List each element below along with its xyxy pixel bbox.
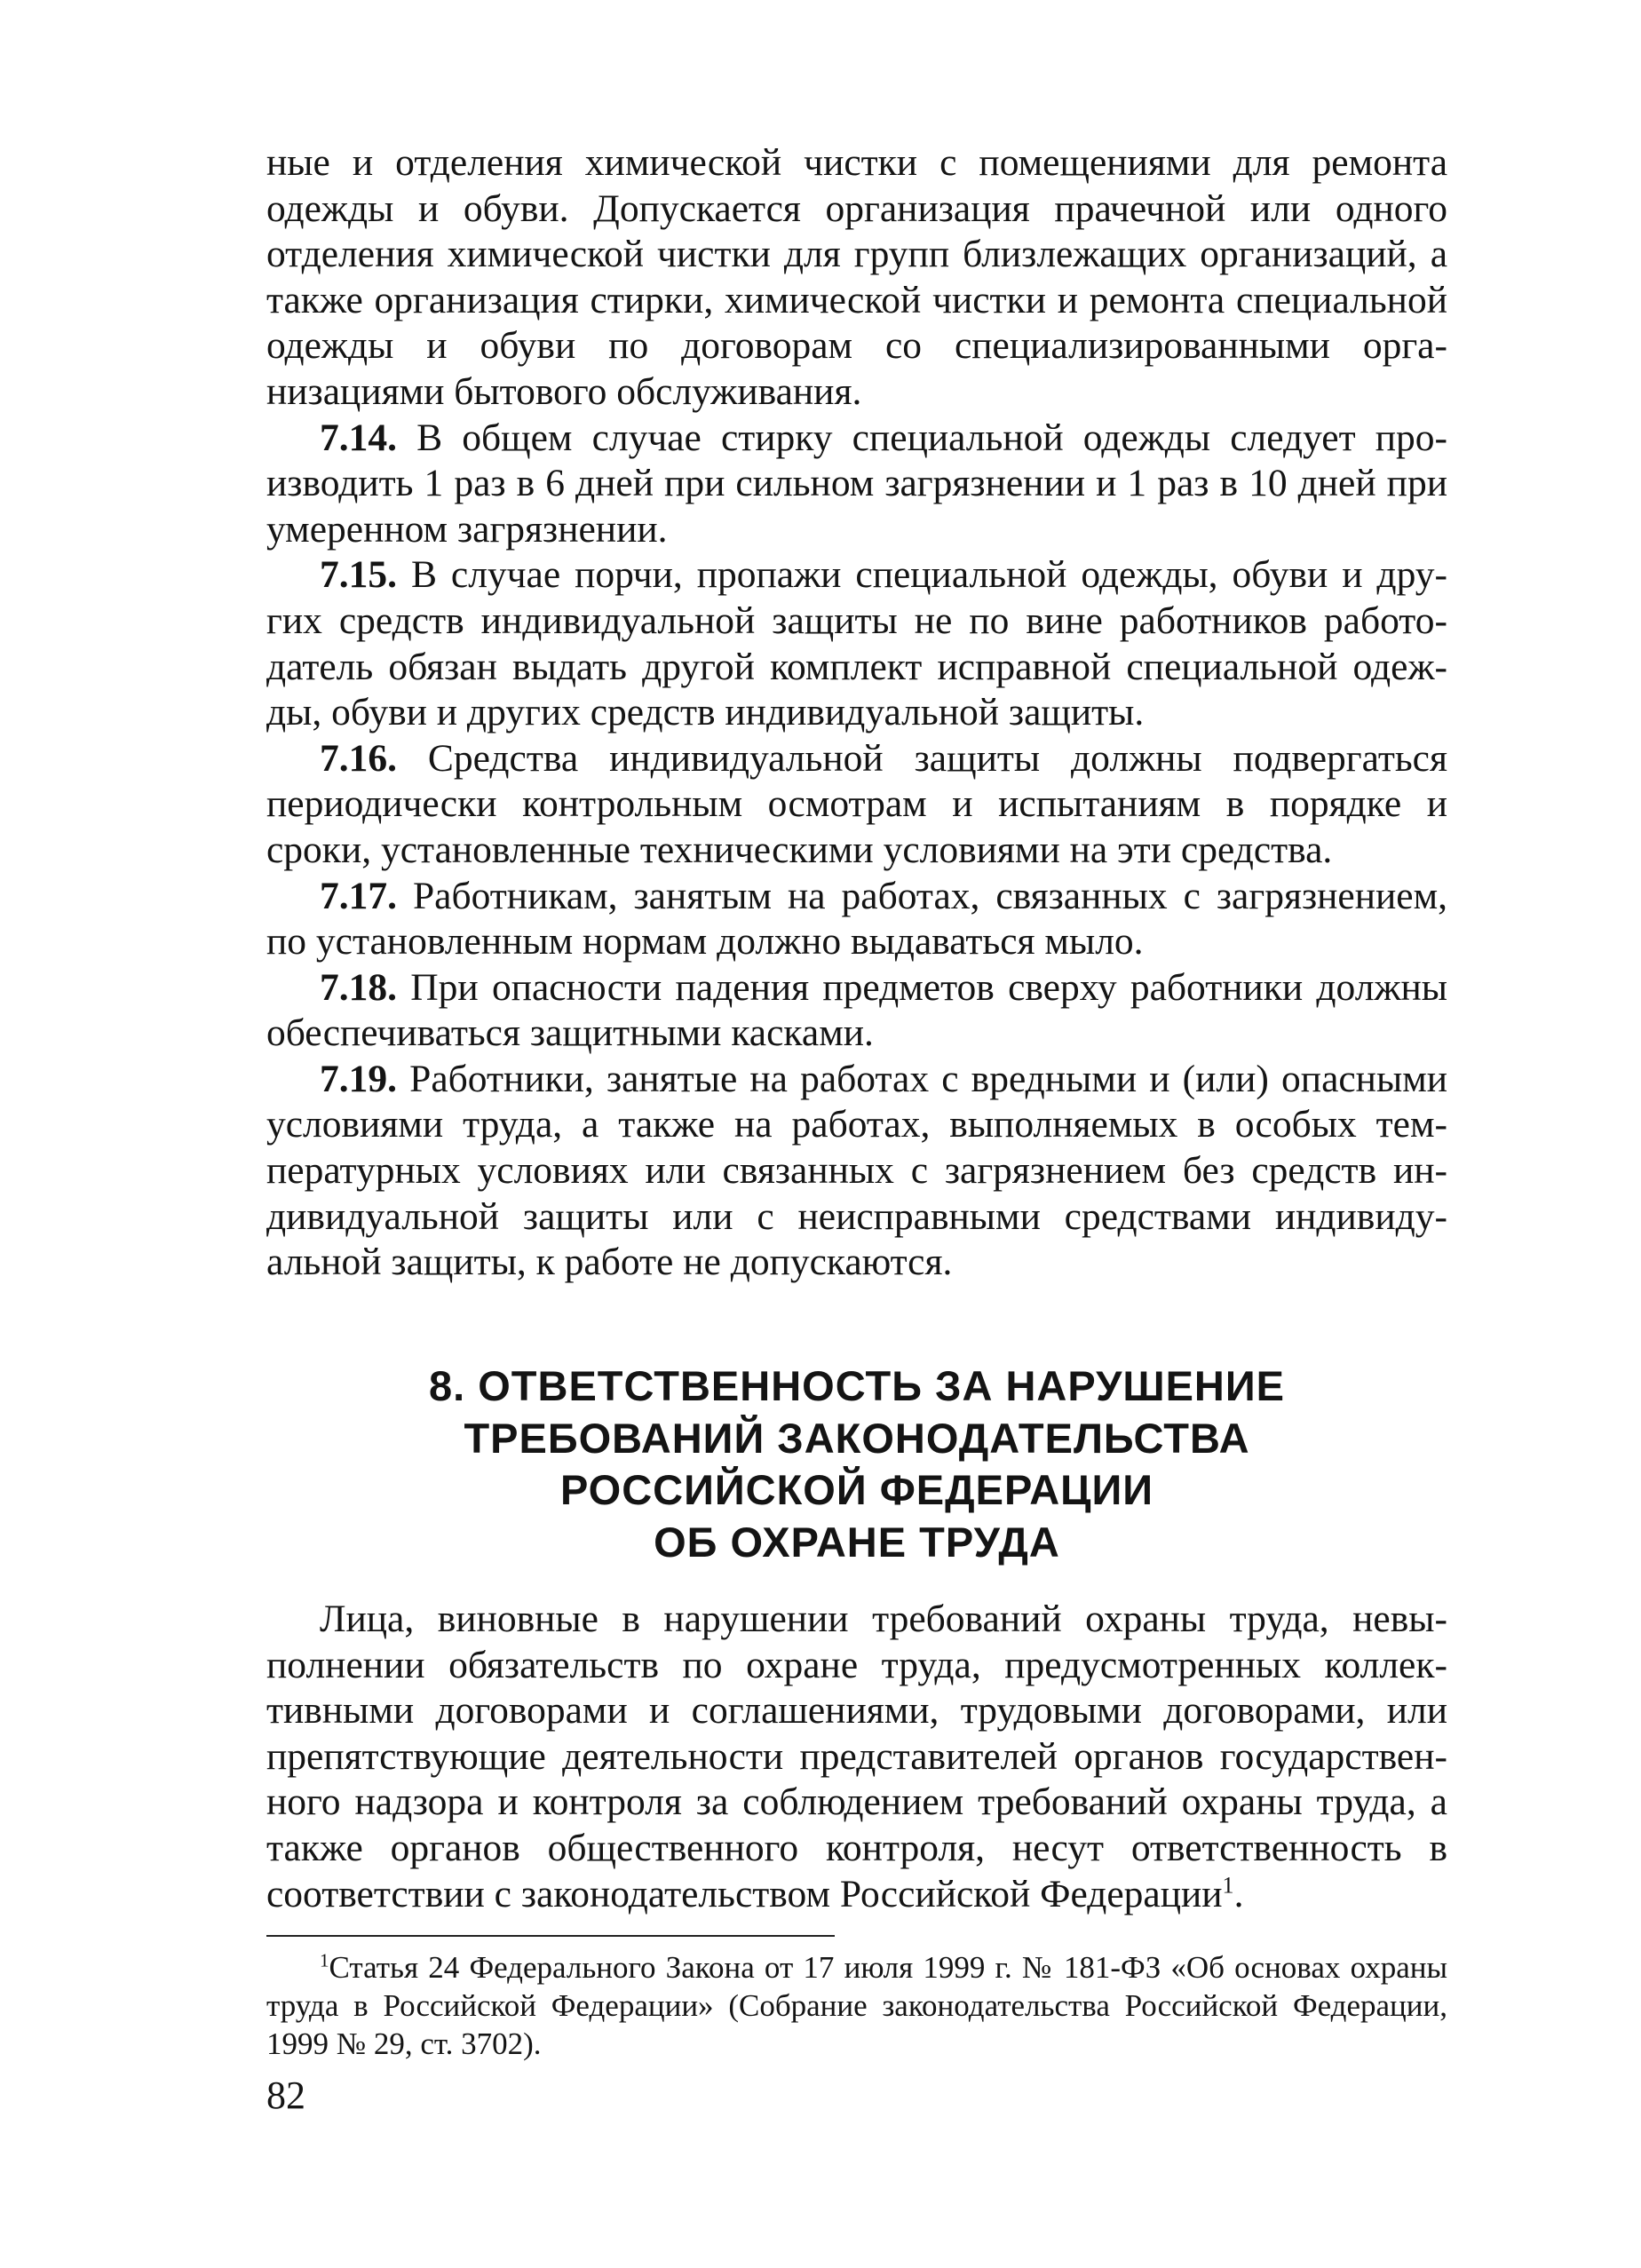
section-body [266,1597,1447,1917]
clause-number: 7.16. [320,736,397,780]
page-number: 82 [266,2074,305,2117]
clause-number: 7.15. [320,553,397,597]
section-paragraph-end: . [1233,1872,1244,1915]
clause-text: В случае порчи, пропажи специальной одежды, обуви и других средств индивидуальной защиты не по вине работников работодатель обязан выдать другой комплект исправной специальной одежды, обуви и других средств индивидуальной защиты. [266,553,1447,734]
footnote-reference: 1 [1222,1872,1234,1899]
clause-7-17 [266,874,1447,965]
section-heading-line: ТРЕБОВАНИЙ ЗАКОНОДАТЕЛЬСТВА [464,1414,1250,1462]
clause-7-18 [266,965,1447,1057]
clause-text: Работникам, занятым на работах, связанных с загрязнением, по установленным нормам должно выдаваться мыло. [266,874,1448,964]
section-heading-line: ОБ ОХРАНЕ ТРУДА [654,1518,1060,1566]
footnote-divider [266,1935,835,1937]
section-paragraph [266,1597,1447,1917]
intro-paragraph: ные и отделения химической чистки с помещениями для ремонта одежды и обуви. Допускается организация прачечной или одного отделения химической чистки для групп близлежащих организаций, а также организация стирки, химической чистки и ремонта специальной одежды и обуви по договорам со специализированными организациями бытового обслуживания. [266,141,1447,413]
clause-7-15 [266,552,1447,735]
clause-7-16 [266,736,1447,874]
clause-text: В общем случае стирку специальной одежды следует производить 1 раз в 6 дней при сильном загрязнении и 1 раз в 10 дней при умеренном загрязнении. [266,416,1448,551]
footnote [266,1948,1447,2063]
section-heading [266,1360,1447,1568]
clause-7-14 [266,416,1447,553]
clause-number: 7.17. [320,874,397,917]
footnote-marker: 1 [320,1949,329,1971]
clause-number: 7.14. [320,416,397,459]
clause-text: При опасности падения предметов сверху работники должны обеспечиваться защитными касками. [266,965,1448,1055]
section-heading-line: 8. ОТВЕТСТВЕННОСТЬ ЗА НАРУШЕНИЕ [428,1362,1285,1409]
clause-7-19 [266,1057,1447,1286]
document-page [266,140,1448,2117]
clause-number: 7.18. [320,965,397,1009]
footnote-text: Статья 24 Федерального Закона от 17 июля 1999 г. № 181-ФЗ «Об основах охраны труда в Российской Федерации» (Собрание законодательства Российской Федерации, 1999 № 29, ст. 3702). [266,1950,1447,2061]
section-paragraph-text: Лица, виновные в нарушении требований охраны труда, невыполнении обязательств по охране труда, предусмотренных коллективными договорами и соглашениями, трудовыми договорами, или препятствующие деятельности представителей органов государственного надзора и контроля за соблюдением требований охраны труда, а также органов общественного контроля, несут ответственность в соответствии с законодательством Российской Федерации [266,1598,1447,1915]
section-heading-line: РОССИЙСКОЙ ФЕДЕРАЦИИ [559,1466,1154,1513]
clause-number: 7.19. [320,1057,397,1100]
clause-text: Работники, занятые на работах с вредными и (или) опасными условиями труда, а также на работах, выполняемых в особых температурных условиях или связанных с загрязнением без средств индивидуальной защиты или с неисправными средствами индивидуальной защиты, к работе не допускаются. [266,1057,1447,1284]
clause-text: Средства индивидуальной защиты должны подвергаться периодически контрольным осмотрам и испытаниям в порядке и сроки, установленные техническими условиями на эти средства. [266,736,1447,871]
